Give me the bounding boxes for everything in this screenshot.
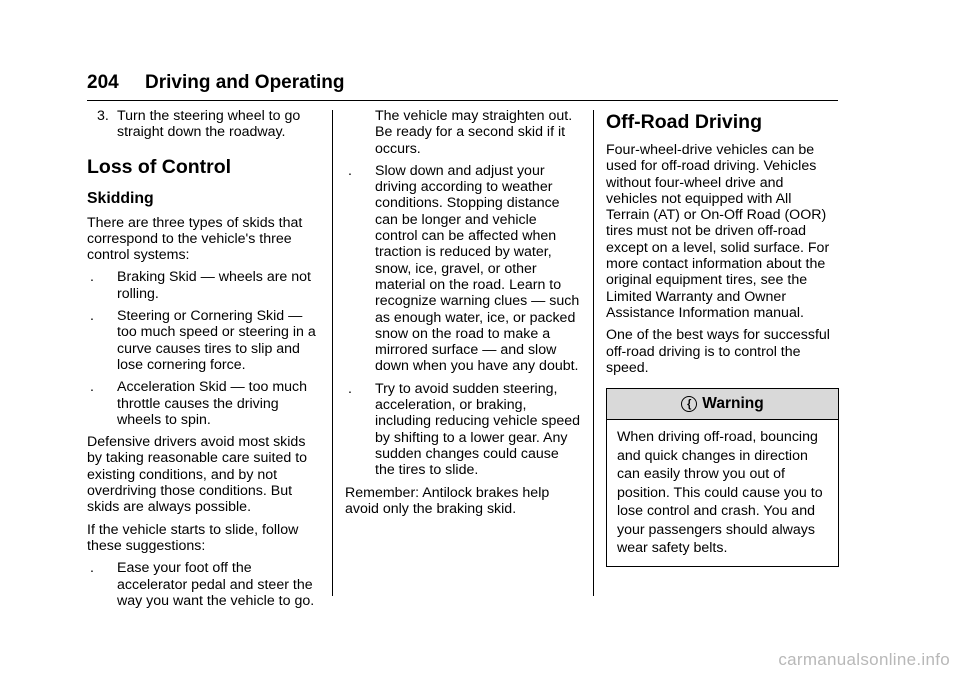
paragraph-control-speed [606, 327, 840, 376]
text-line: position. This could cause you to [617, 484, 823, 501]
text-line: Terrain (AT) or On-Off Road (OOR) [606, 207, 827, 224]
text-line: and quick changes in direction [617, 447, 808, 464]
bullet-braking-skid [87, 269, 323, 302]
text-line: lose cornering force. [117, 356, 246, 373]
paragraph-remember [345, 485, 583, 518]
text-line: Limited Warranty and Owner [606, 288, 787, 305]
text-line: speed. [606, 359, 649, 376]
text-line: curve causes tires to slip and [117, 340, 300, 357]
bullet-slow-down [345, 163, 583, 375]
text-line: throttle causes the driving [117, 395, 279, 412]
step-number: 3. [97, 108, 109, 124]
text-line: off-road driving is to control the [606, 343, 801, 360]
text-line: Steering or Cornering Skid — [117, 308, 303, 325]
text-line: One of the best ways for successful [606, 327, 830, 344]
column-1 [87, 108, 323, 615]
text-line: control systems: [87, 247, 190, 264]
warning-box [606, 388, 839, 567]
text-line: When driving off-road, bouncing [617, 429, 818, 446]
text-line: mirrored surface — and slow [375, 342, 557, 359]
column-divider-1 [332, 110, 333, 596]
bullet-mark: . [348, 380, 352, 397]
heading-loss-of-control: Loss of Control [87, 155, 232, 178]
text-line: accelerator pedal and steer the [117, 576, 313, 593]
text-line: Braking Skid — wheels are not [117, 269, 311, 286]
watermark: carmanualsonline.info [778, 650, 950, 669]
text-line: Assistance Information manual. [606, 304, 804, 321]
warning-header [607, 389, 838, 420]
text-line: conditions. Stopping distance [375, 195, 560, 212]
section-title: Driving and Operating [145, 72, 345, 93]
bullet-steering-skid [87, 308, 323, 373]
text-line: these suggestions: [87, 537, 206, 554]
text-line: control can be affected when [375, 228, 557, 245]
text-line: down when you have any doubt. [375, 358, 579, 375]
text-line: Ease your foot off the [117, 560, 252, 577]
text-line: used for off-road driving. Vehicles [606, 158, 817, 175]
text-line: your passengers should always [617, 521, 815, 538]
bullet-indent [345, 108, 375, 157]
text-line: lose control and crash. You and [617, 503, 815, 520]
text-line: can easily throw you out of [617, 466, 785, 483]
text-line: too much speed or steering in a [117, 324, 316, 341]
text-line: correspond to the vehicle's three [87, 230, 292, 247]
bullet-mark: . [90, 560, 94, 577]
text-line: except on a level, solid surface. For [606, 239, 830, 256]
bullet-mark: . [348, 162, 352, 179]
text-line: overdriving those conditions. But [87, 483, 293, 500]
text-line: straight down the roadway. [117, 124, 286, 141]
text-line: There are three types of skids that [87, 214, 303, 231]
text-line: Turn the steering wheel to go [117, 108, 301, 124]
text-line: Four-wheel-drive vehicles can be [606, 142, 815, 158]
warning-icon: { [681, 396, 697, 412]
page-header [87, 70, 838, 101]
heading-off-road-driving: Off-Road Driving [606, 111, 762, 133]
paragraph-slide [87, 522, 323, 555]
text-line: traction is reduced by water, [375, 244, 552, 261]
text-line: recognize warning clues — such [375, 293, 580, 310]
text-line: If the vehicle starts to slide, follow [87, 521, 299, 538]
text-line: existing conditions, and by not [87, 466, 278, 483]
text-line: material on the road. Learn to [375, 276, 562, 293]
bullet-mark: . [90, 308, 94, 325]
column-divider-2 [593, 110, 594, 596]
text-line: the tires to slide. [375, 462, 479, 479]
text-line: Be ready for a second skid if it [375, 124, 566, 141]
bullet-continuation [345, 108, 583, 157]
bullet-avoid-sudden [345, 381, 583, 479]
text-line: original equipment tires, see the [606, 272, 808, 289]
text-line: skids are always possible. [87, 499, 252, 516]
text-line: snow, ice, gravel, or other [375, 260, 537, 277]
text-line: can be longer and vehicle [375, 211, 537, 228]
text-line: by shifting to a lower gear. Any [375, 429, 568, 446]
column-2 [345, 108, 583, 523]
warning-title: Warning [702, 395, 764, 412]
page-number: 204 [87, 72, 119, 93]
text-line: vehicles not equipped with All [606, 190, 792, 207]
bullet-ease-foot [87, 560, 323, 609]
text-line: Slow down and adjust your [375, 162, 545, 179]
text-line: rolling. [117, 285, 159, 302]
paragraph-four-wheel [606, 142, 840, 321]
text-line: by taking reasonable care suited to [87, 450, 308, 467]
text-line: The vehicle may straighten out. [375, 108, 573, 124]
text-line: without four-wheel drive and [606, 174, 784, 191]
text-line: avoid only the braking skid. [345, 500, 517, 517]
text-line: Acceleration Skid — too much [117, 379, 308, 396]
text-line: Try to avoid sudden steering, [375, 380, 558, 397]
text-line: Defensive drivers avoid most skids [87, 434, 306, 451]
text-line: acceleration, or braking, [375, 397, 527, 414]
text-line: wear safety belts. [617, 540, 728, 557]
text-line: more contact information about the [606, 256, 826, 273]
numbered-step-3 [87, 108, 323, 141]
text-line: including reducing vehicle speed [375, 413, 581, 430]
text-line: driving according to weather [375, 179, 553, 196]
text-line: snow on the road to make a [375, 325, 551, 342]
text-line: sudden changes could cause [375, 445, 559, 462]
bullet-acceleration-skid [87, 379, 323, 428]
text-line: as enough water, ice, or packed [375, 309, 576, 326]
text-line: wheels to spin. [117, 411, 211, 428]
warning-body [607, 420, 838, 566]
paragraph-defensive [87, 434, 323, 515]
bullet-mark: . [90, 379, 94, 396]
text-line: way you want the vehicle to go. [117, 592, 315, 609]
text-line: occurs. [375, 140, 421, 157]
text-line: tires must not be driven off-road [606, 223, 807, 240]
paragraph-intro [87, 215, 323, 264]
text-line: Remember: Antilock brakes help [345, 484, 550, 501]
column-3 [606, 108, 840, 567]
bullet-mark: . [90, 269, 94, 286]
subheading-skidding: Skidding [87, 189, 154, 207]
